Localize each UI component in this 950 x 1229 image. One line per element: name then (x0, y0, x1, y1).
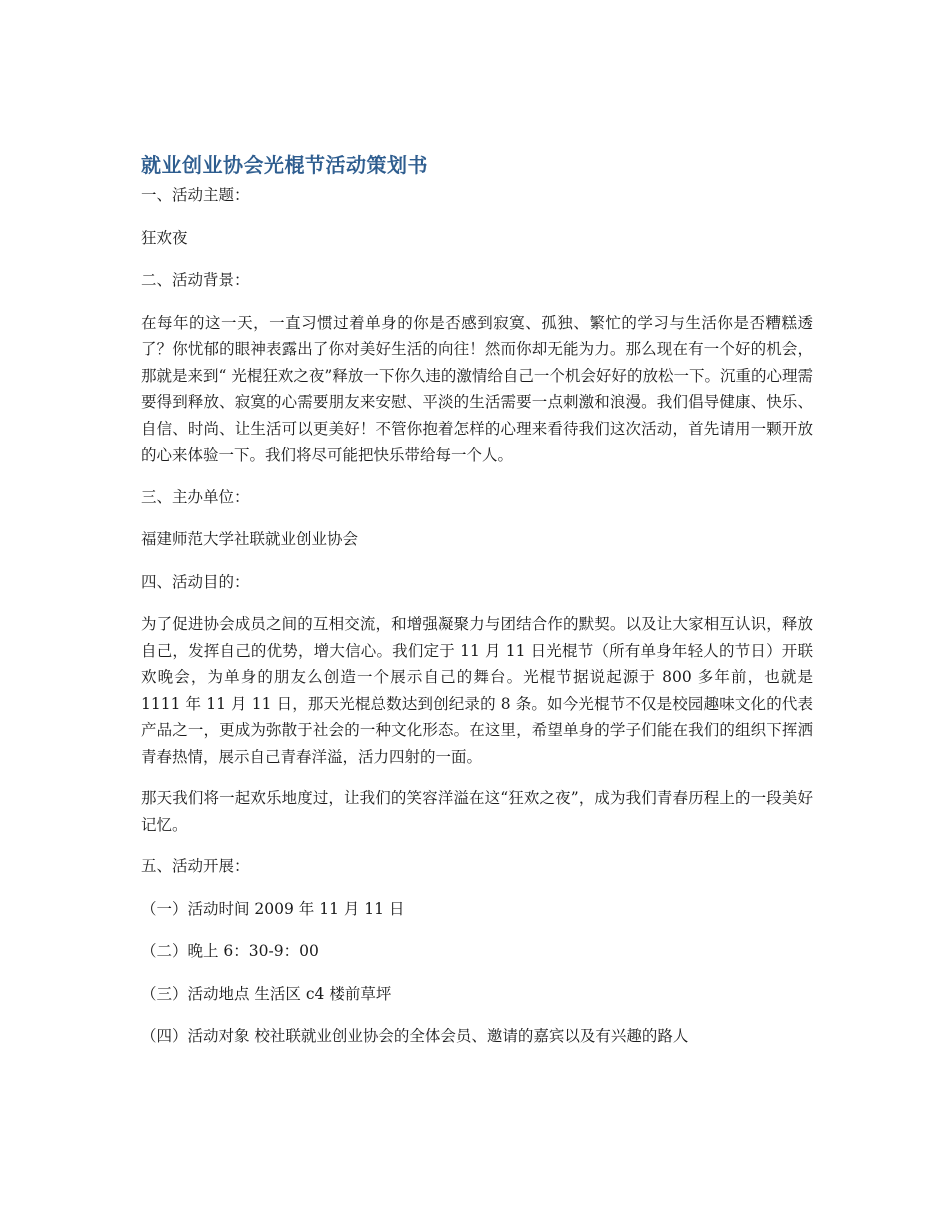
background-body: 在每年的这一天，一直习惯过着单身的你是否感到寂寞、孤独、繁忙的学习与生活你是否糟糕透了？你忧郁的眼神表露出了你对美好生活的向往！然而你却无能为力。那么现在有一个好的机会，那就是来到“ 光棍狂欢之夜”释放一下你久违的激情给自己一个机会好好的放松一下。沉重的心理需要得到释放、寂寞的心需要朋友来安慰、平淡的生活需要一点刺激和浪漫。我们倡导健康、快乐、自信、时尚、让生活可以更美好！不管你抱着怎样的心理来看待我们这次活动，首先请用一颗开放的心来体验一下。我们将尽可能把快乐带给每一个人。 (141, 313, 813, 464)
theme-body: 狂欢夜 (141, 228, 188, 247)
document-title: 就业创业协会光棍节活动策划书 (141, 153, 428, 177)
development-item-time: （一）活动时间 2009 年 11 月 11 日 (141, 899, 405, 918)
development-heading: 五、活动开展： (141, 857, 250, 875)
theme-heading: 一、活动主题： (141, 186, 250, 204)
organizer-heading: 三、主办单位： (141, 487, 250, 506)
background-heading: 二、活动背景： (141, 271, 250, 289)
purpose-heading: 四、活动目的： (141, 572, 250, 591)
purpose-body-2: 那天我们将一起欢乐地度过，让我们的笑容洋溢在这“狂欢之夜”，成为我们青春历程上的一段美好记忆。 (141, 789, 813, 834)
development-item-hours: （二）晚上 6：30-9：00 (141, 942, 319, 960)
organizer-body: 福建师范大学社联就业创业协会 (141, 530, 359, 548)
development-item-audience: （四）活动对象 校社联就业创业协会的全体会员、邀请的嘉宾以及有兴趣的路人 (141, 1027, 689, 1045)
purpose-body-1: 为了促进协会成员之间的互相交流，和增强凝聚力与团结合作的默契。以及让大家相互认识，释放自己，发挥自己的优势，增大信心。我们定于 11 月 11 日光棍节（所有单身年轻人的节日）开联欢晚会，为单身的朋友么创造一个展示自己的舞台。光棍节据说起源于 800 多年前，也就是 1111 年 11 月 11 日，那天光棍总数达到创纪录的 8 条。如今光棍节不仅是校园趣味文化的代表产品之一，更成为弥散于社会的一种文化形态。在这里，希望单身的学子们能在我们的组织下挥洒青春热情，展示自己青春洋溢，活力四射的一面。 (141, 615, 813, 766)
development-item-location: （三）活动地点 生活区 c4 楼前草坪 (141, 984, 392, 1003)
document-page (141, 150, 813, 1066)
